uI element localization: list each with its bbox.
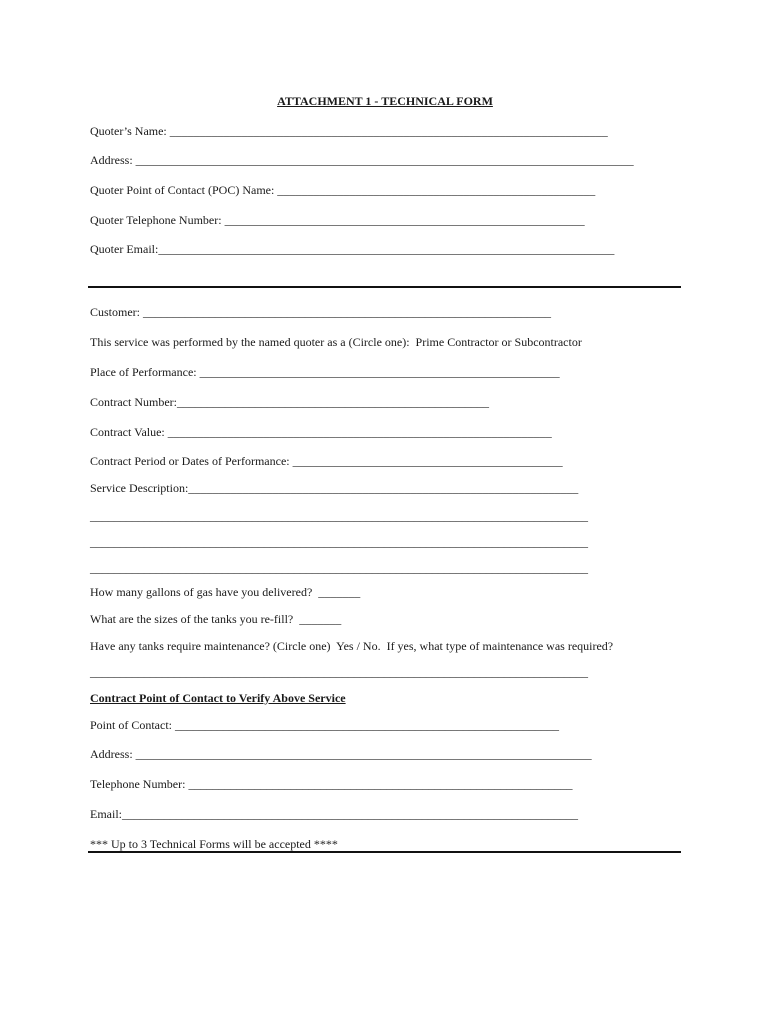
contract-number-field[interactable]: Contract Number:____________________________________________________	[90, 395, 489, 409]
verify-section-heading: Contract Point of Contact to Verify Above Service	[90, 691, 346, 705]
service-description-field[interactable]: Service Description:_________________________________________________________________	[90, 481, 579, 495]
footer-note: *** Up to 3 Technical Forms will be accepted ****	[90, 837, 338, 851]
description-line[interactable]: ___________________________________________________________________________________	[90, 561, 588, 575]
customer-field[interactable]: Customer: ____________________________________________________________________	[90, 305, 551, 319]
quoter-address-field[interactable]: Address: ___________________________________________________________________________________	[90, 153, 634, 167]
contract-period-field[interactable]: Contract Period or Dates of Performance: _____________________________________________	[90, 454, 563, 468]
quoter-poc-field[interactable]: Quoter Point of Contact (POC) Name: _____________________________________________________	[90, 183, 596, 197]
verify-email-field[interactable]: Email:____________________________________________________________________________	[90, 807, 578, 821]
maintenance-line[interactable]: ___________________________________________________________________________________	[90, 665, 588, 679]
place-of-performance-field[interactable]: Place of Performance: ____________________________________________________________	[90, 365, 560, 379]
tank-sizes-field[interactable]: What are the sizes of the tanks you re-fill? _______	[90, 612, 342, 626]
quoter-telephone-field[interactable]: Quoter Telephone Number: ____________________________________________________________	[90, 213, 585, 227]
quoter-email-field[interactable]: Quoter Email:____________________________________________________________________________	[90, 242, 615, 256]
contract-value-field[interactable]: Contract Value: ________________________________________________________________	[90, 425, 552, 439]
section-divider	[88, 286, 681, 288]
verify-telephone-field[interactable]: Telephone Number: ________________________________________________________________	[90, 777, 573, 791]
bottom-divider	[88, 851, 681, 853]
verify-poc-field[interactable]: Point of Contact: ________________________________________________________________	[90, 718, 559, 732]
verify-address-field[interactable]: Address: ____________________________________________________________________________	[90, 747, 592, 761]
description-line[interactable]: ___________________________________________________________________________________	[90, 535, 588, 549]
maintenance-question: Have any tanks require maintenance? (Circle one) Yes / No. If yes, what type of maintenance was required?	[90, 639, 614, 653]
gallons-field[interactable]: How many gallons of gas have you delivered? _______	[90, 585, 361, 599]
form-title: ATTACHMENT 1 - TECHNICAL FORM	[277, 94, 493, 108]
description-line[interactable]: ___________________________________________________________________________________	[90, 509, 588, 523]
quoter-name-field[interactable]: Quoter’s Name: _________________________________________________________________________	[90, 124, 608, 138]
performed-by-text: This service was performed by the named quoter as a (Circle one): Prime Contractor or Subcontractor	[90, 335, 582, 349]
